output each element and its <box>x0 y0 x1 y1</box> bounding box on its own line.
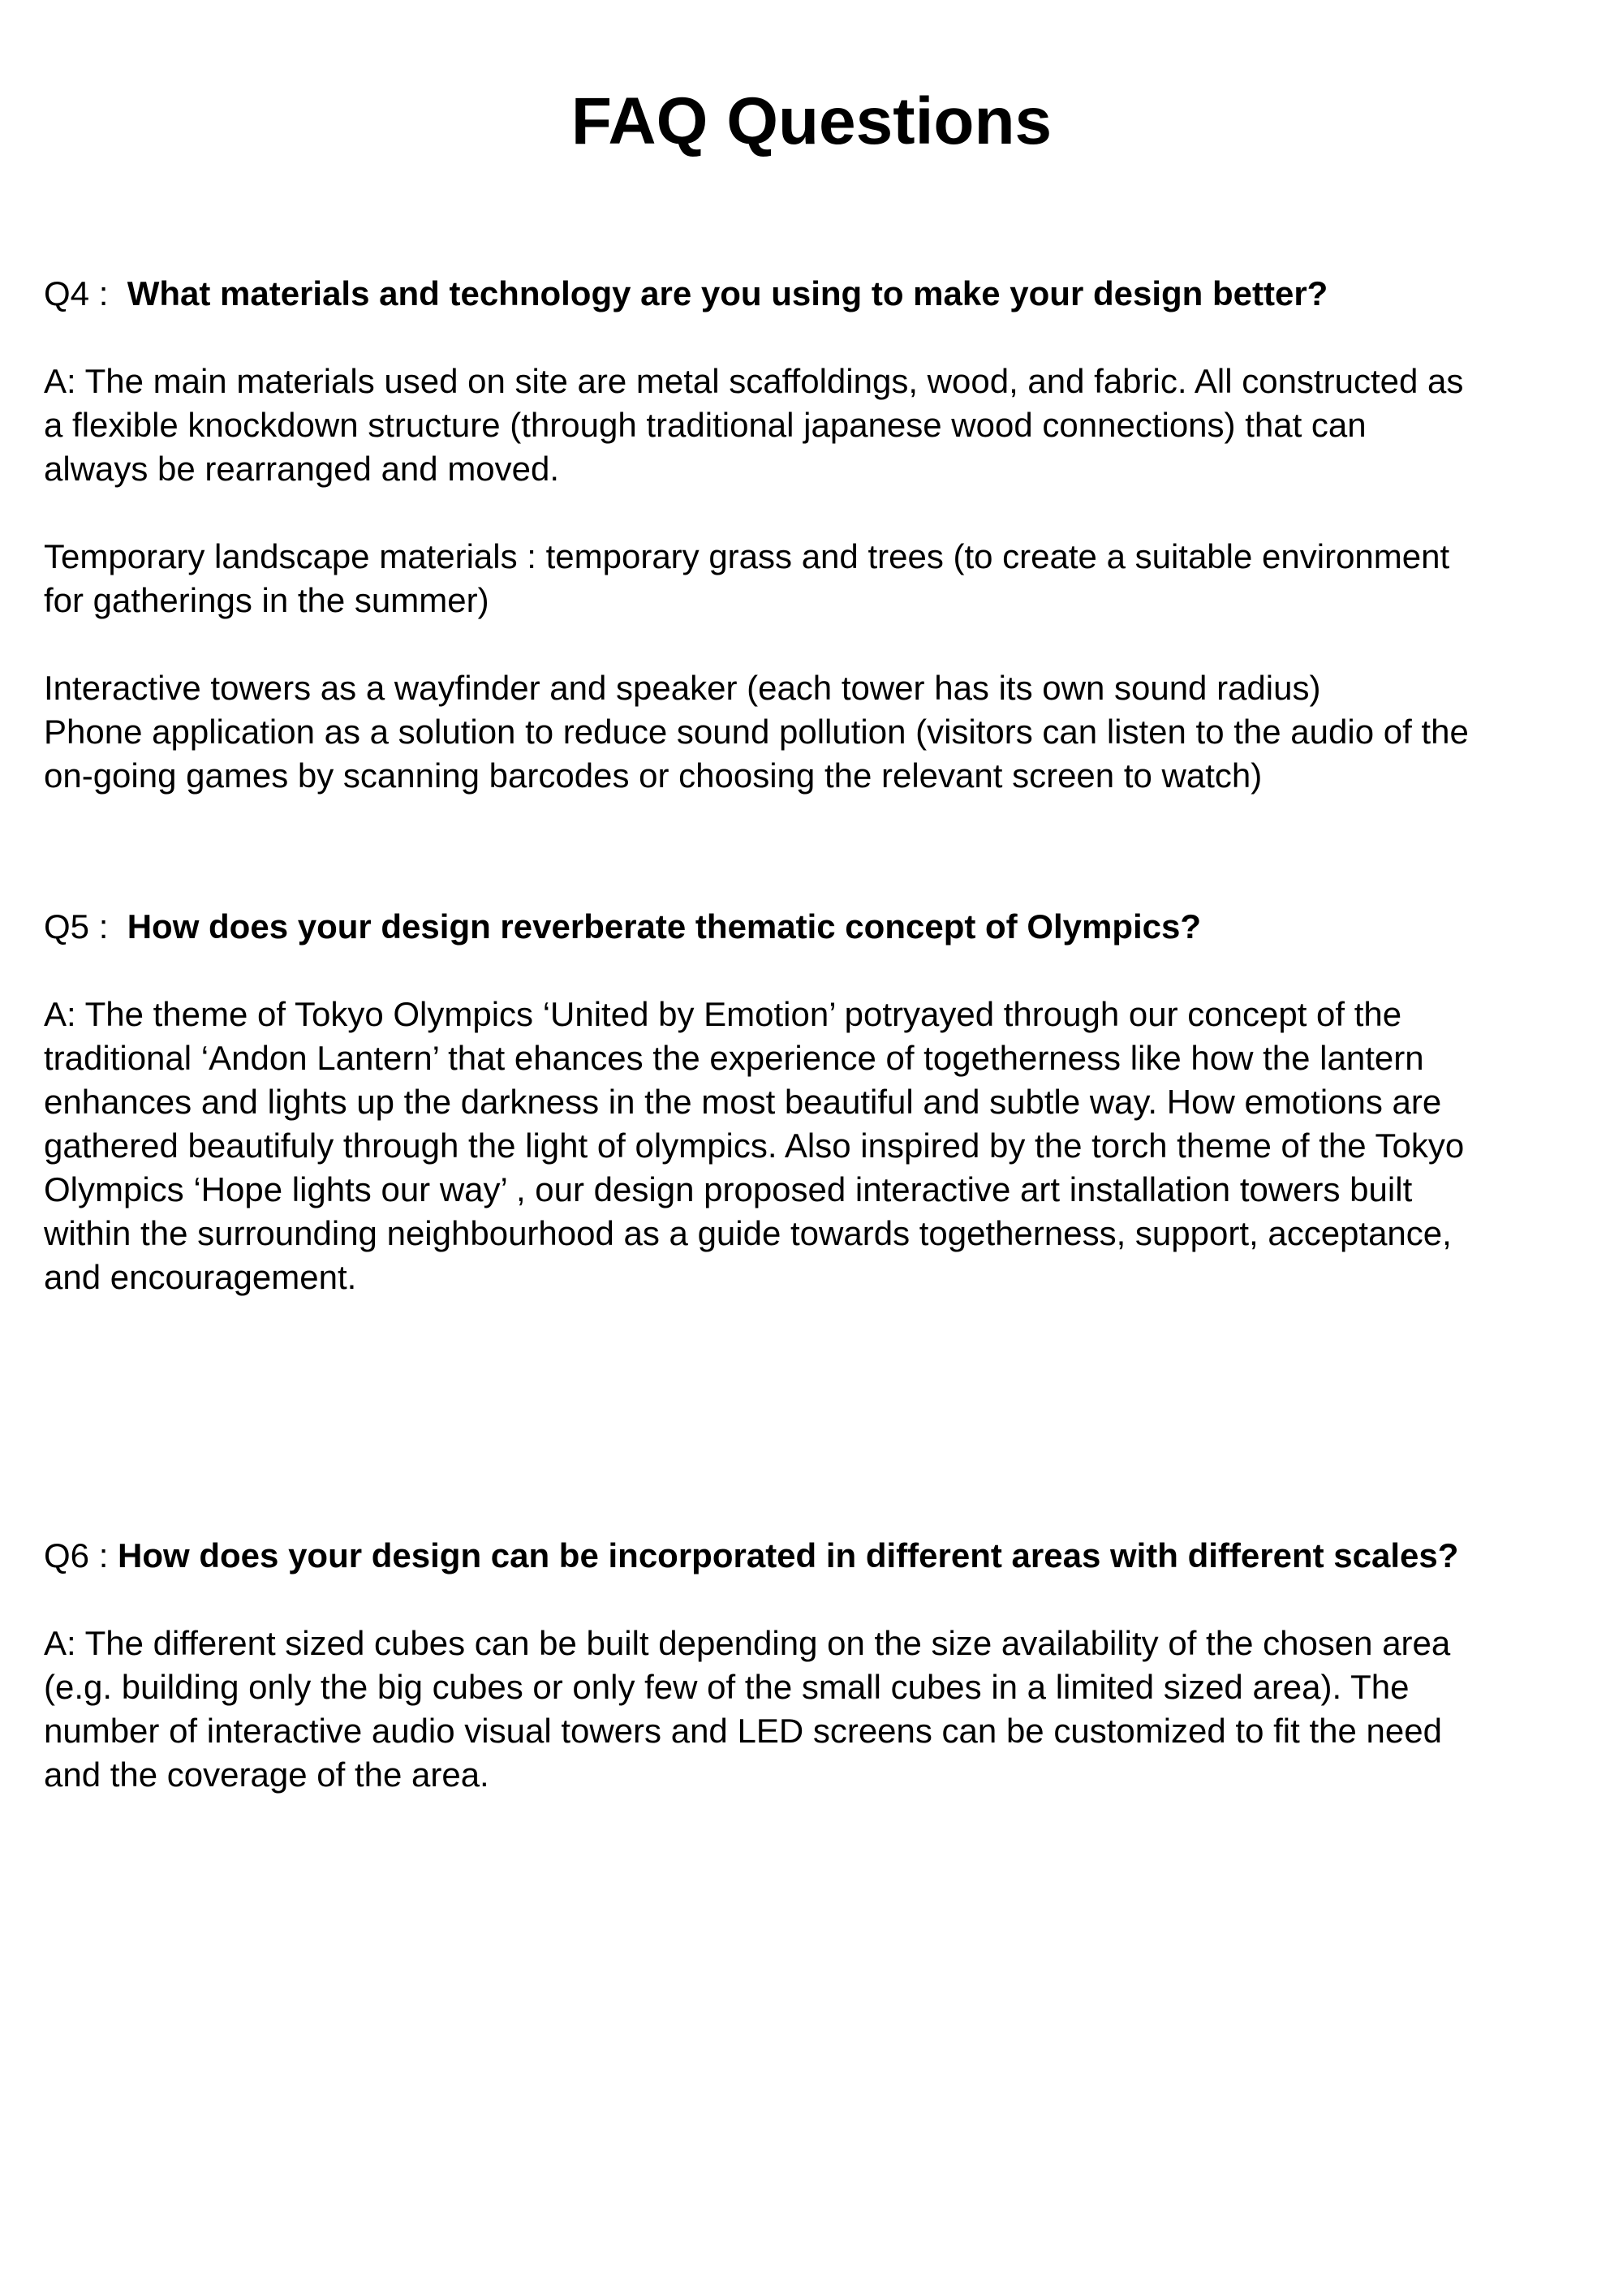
question-line <box>44 272 1586 316</box>
answer-paragraph: A: The theme of Tokyo Olympics ‘United by Emotion’ potryayed through our concept of the traditional ‘Andon Lantern’ that ehances the experience of togetherness like how the lantern enhances and lights up the darkness in the most beautiful and subtle way. How emotions are gathered beautifuly through the light of olympics. Also inspired by the torch theme of the Tokyo Olympics ‘Hope lights our way’ , our design proposed interactive art installation towers built within the surrounding neighbourhood as a guide towards togetherness, support, acceptance, and encouragement. <box>44 995 1465 1296</box>
question-line <box>44 905 1586 949</box>
question-text: How does your design can be incorporated in different areas with different scales? <box>118 1536 1459 1574</box>
page-title: FAQ Questions <box>570 84 1053 158</box>
question-number: Q4 : <box>44 274 127 312</box>
question-line <box>44 1534 1586 1578</box>
question-text: How does your design reverberate thematic concept of Olympics? <box>127 907 1202 946</box>
question-text: What materials and technology are you using to make your design better? <box>127 274 1328 312</box>
answer-paragraph: A: The different sized cubes can be built depending on the size availability of the chosen area (e.g. building only the big cubes or only few of the small cubes in a limited sized area). The number of interactive audio visual towers and LED screens can be customized to fit the need and the coverage of the area. <box>44 1624 1451 1794</box>
faq-item-q4 <box>44 272 1586 798</box>
answer-paragraph: A: The main materials used on site are metal scaffoldings, wood, and fabric. All constructed as a flexible knockdown structure (through traditional japanese wood connections) that can always be rearranged and moved. <box>44 362 1464 488</box>
question-number: Q6 : <box>44 1536 118 1574</box>
question-number: Q5 : <box>44 907 127 946</box>
faq-item-q6 <box>44 1534 1586 1797</box>
answer-paragraph: Temporary landscape materials : temporary grass and trees (to create a suitable environment for gatherings in the summer) <box>44 537 1450 619</box>
answer-paragraph: Interactive towers as a wayfinder and speaker (each tower has its own sound radius) Phone application as a solution to reduce sound pollution (visitors can listen to the audio of the on-going games by scanning barcodes or choosing the relevant screen to watch) <box>44 669 1469 795</box>
faq-item-q5 <box>44 905 1586 1299</box>
